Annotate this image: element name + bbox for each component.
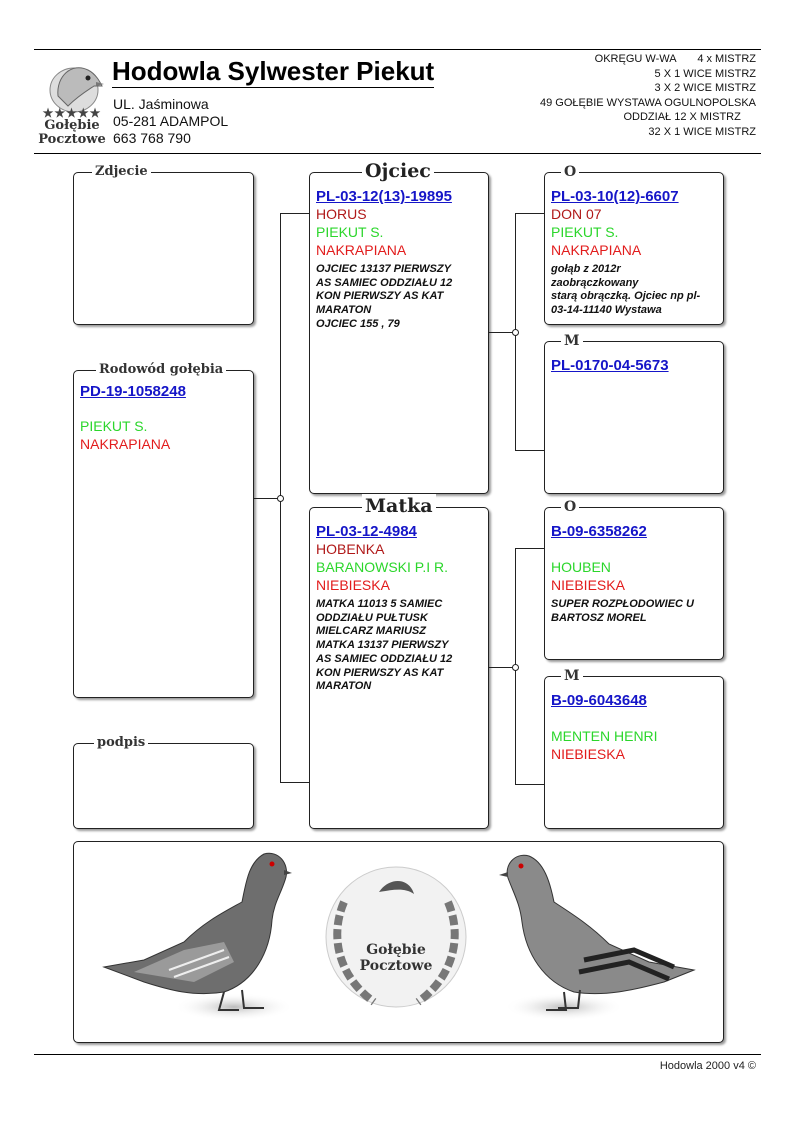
- pigeon-left-icon: [104, 853, 294, 1021]
- signature-box: [73, 735, 254, 829]
- address-phone: 663 768 790: [113, 130, 191, 146]
- note-line: starą obrączką. Ojciec np pl-: [551, 290, 701, 303]
- mother-father-breeder: HOUBEN: [551, 559, 611, 575]
- decorative-illustration: [74, 842, 723, 1042]
- mother-mother-legend: M: [561, 667, 583, 685]
- logo-stars: ★★★★★: [42, 106, 102, 120]
- mother-box: [309, 495, 489, 829]
- father-mother-box: [544, 333, 724, 494]
- father-father-name: DON 07: [551, 206, 602, 222]
- note-line: ODDZIAŁU PUŁTUSK: [316, 611, 428, 624]
- note-line: MARATON: [316, 680, 372, 693]
- father-father-legend: O: [561, 163, 579, 181]
- father-father-breeder: PIEKUT S.: [551, 224, 619, 240]
- footer-rule: [34, 1054, 761, 1055]
- mother-mother-color: NIEBIESKA: [551, 746, 625, 762]
- note-line: MARATON: [316, 304, 372, 317]
- pigeon-color: NAKRAPIANA: [80, 436, 171, 452]
- page-title: Hodowla Sylwester Piekut: [112, 56, 435, 86]
- wreath-logo-line-2: Pocztowe: [359, 958, 433, 974]
- note-line: AS SAMIEC ODDZIAŁU 12: [316, 276, 453, 289]
- father-name: HORUS: [316, 206, 367, 222]
- achievement-line: OKRĘGU W-WA 4 x MISTRZ: [594, 53, 756, 65]
- pigeon-ring-number: PD-19-1058248: [80, 383, 186, 400]
- mother-ring-number: PL-03-12-4984: [316, 523, 417, 540]
- father-breeder: PIEKUT S.: [316, 224, 384, 240]
- mother-mother-ring-number: B-09-6043648: [551, 692, 647, 709]
- note-line: MATKA 13137 PIERWSZY: [316, 639, 449, 652]
- connector-dot: [512, 664, 519, 671]
- father-mother-ring-number: PL-0170-04-5673: [551, 357, 669, 374]
- laurel-wreath-logo: [326, 867, 466, 1007]
- address-city: 05-281 ADAMPOL: [113, 113, 229, 129]
- connector-line: [253, 498, 280, 499]
- note-line: SUPER ROZPŁODOWIEC U: [551, 598, 695, 610]
- header-logo: [38, 56, 106, 148]
- connector-bracket: [515, 548, 544, 785]
- father-color: NAKRAPIANA: [316, 242, 407, 258]
- connector-bracket: [280, 213, 309, 783]
- father-box: [309, 160, 489, 494]
- connector-dot: [512, 329, 519, 336]
- logo-line-2: Pocztowe: [38, 132, 106, 147]
- achievement-line: 49 GOŁĘBIE WYSTAWA OGULNOPOLSKA: [540, 96, 756, 109]
- mother-color: NIEBIESKA: [316, 577, 390, 593]
- pigeon-box: [73, 362, 254, 698]
- note-line: KON PIERWSZY AS KAT: [316, 666, 444, 679]
- logo-line-1: Gołębie: [44, 118, 100, 133]
- connector-bracket: [515, 213, 544, 451]
- photo-box-legend: Zdjecie: [92, 163, 151, 181]
- note-line: BARTOSZ MOREL: [551, 611, 647, 624]
- note-line: OJCIEC 13137 PIERWSZY: [316, 263, 451, 275]
- pigeon-right-icon: [499, 855, 694, 1021]
- father-father-notes: [551, 263, 700, 318]
- note-line: MATKA 11013 5 SAMIEC: [316, 598, 443, 610]
- wreath-logo-line-1: Gołębie: [366, 942, 426, 958]
- footer-text: Hodowla 2000 v4 ©: [659, 1060, 756, 1072]
- pigeon-breeder: PIEKUT S.: [80, 418, 148, 434]
- mother-father-legend: O: [561, 498, 579, 516]
- note-line: KON PIERWSZY AS KAT: [316, 290, 444, 303]
- note-line: zaobrączkowany: [551, 276, 639, 289]
- header-top-rule: [34, 49, 761, 50]
- header-bottom-rule: [34, 153, 761, 154]
- mother-breeder: BARANOWSKI P.I R.: [316, 559, 448, 575]
- mother-notes: [316, 598, 452, 694]
- note-line: AS SAMIEC ODDZIAŁU 12: [316, 652, 453, 665]
- mother-mother-breeder: MENTEN HENRI: [551, 728, 658, 744]
- mother-father-box: [544, 499, 724, 660]
- mother-father-ring-number: B-09-6358262: [551, 523, 647, 540]
- photo-box: [73, 164, 254, 325]
- father-mother-legend: M: [561, 332, 583, 350]
- father-father-ring-number: PL-03-10(12)-6607: [551, 188, 679, 205]
- pigeon-box-legend: Rodowód gołębia: [96, 361, 226, 379]
- note-line: OJCIEC 155 , 79: [316, 317, 400, 330]
- connector-line: [488, 667, 515, 668]
- father-notes: [316, 263, 452, 332]
- mother-name: HOBENKA: [316, 541, 385, 557]
- address-street: UL. Jaśminowa: [113, 96, 209, 112]
- father-father-box: [544, 164, 724, 325]
- note-line: 03-14-11140 Wystawa: [551, 304, 662, 317]
- signature-box-legend: podpis: [94, 734, 148, 752]
- achievement-line: 3 X 2 WICE MISTRZ: [654, 82, 756, 94]
- father-box-legend: Ojciec: [362, 159, 434, 183]
- mother-box-legend: Matka: [362, 494, 436, 518]
- connector-dot: [277, 495, 284, 502]
- mother-father-notes: [551, 598, 694, 625]
- note-line: gołąb z 2012r: [551, 263, 621, 275]
- achievement-line: 32 X 1 WICE MISTRZ: [648, 125, 756, 138]
- connector-line: [488, 332, 515, 333]
- bottom-image-panel: [73, 841, 724, 1043]
- mother-father-color: NIEBIESKA: [551, 577, 625, 593]
- achievement-line: ODDZIAŁ 12 X MISTRZ: [623, 111, 750, 123]
- achievement-line: 5 X 1 WICE MISTRZ: [654, 67, 756, 80]
- note-line: MIELCARZ MARIUSZ: [316, 625, 426, 638]
- father-ring-number: PL-03-12(13)-19895: [316, 188, 452, 205]
- father-father-color: NAKRAPIANA: [551, 242, 642, 258]
- mother-mother-box: [544, 668, 724, 829]
